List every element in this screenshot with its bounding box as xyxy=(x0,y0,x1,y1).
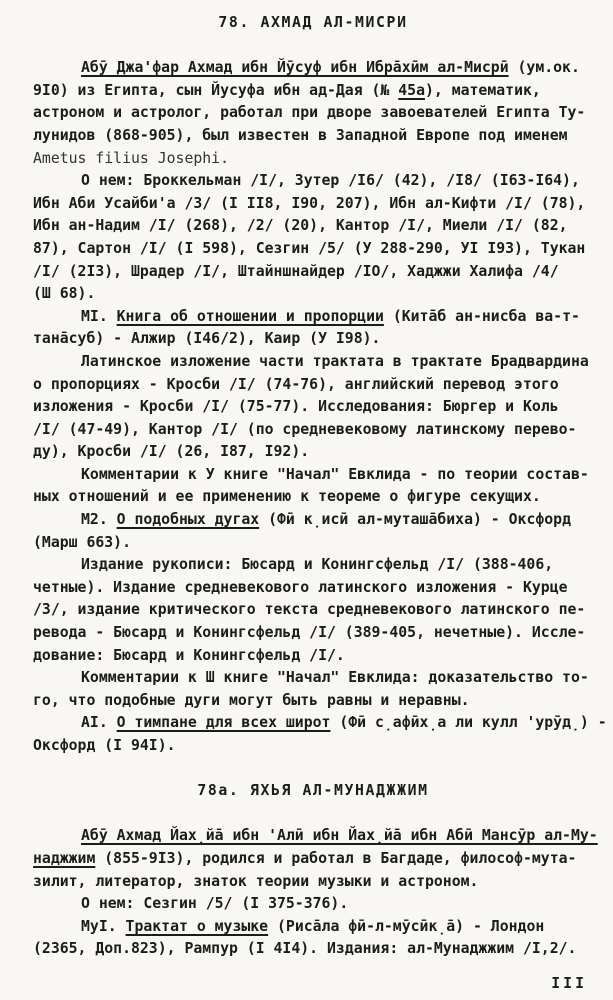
text-segment: МI. xyxy=(81,307,117,325)
text-line xyxy=(33,690,593,713)
text-line xyxy=(33,374,593,397)
text-segment: Комментарии к Ш книге "Начал" Евклида: доказательство то- xyxy=(81,669,589,687)
text-line xyxy=(33,825,598,848)
text-line xyxy=(33,215,593,238)
text-line xyxy=(33,509,593,532)
text-segment: тана̄суб) - Алжир (I46/2), Каир (У I98). xyxy=(33,330,381,348)
text-line xyxy=(33,328,593,351)
text-segment: /I/ (2I3), Шрадер /I/, Штайншнайдер /IO/, Хаджжи Халифа /4/ xyxy=(33,262,559,280)
text-segment: (ум.ок. xyxy=(508,59,580,77)
text-segment: О нем: Броккельман /I/, Зутер /I6/ (42), /I8/ (I63-I64), xyxy=(81,172,580,190)
text-segment: изложения - Кросби /I/ (75-77). Исследования: Бюргер и Коль xyxy=(33,398,559,416)
text-line xyxy=(33,577,593,600)
text-segment: го, что подобные дуги могут быть равны и неравны. xyxy=(33,691,470,709)
text-line xyxy=(33,283,593,306)
text-segment: (Фӣ к̣исӣ ал-муташа̄биха) - Оксфорд xyxy=(259,511,571,529)
text-line xyxy=(33,532,593,555)
underlined-text: наджжим xyxy=(33,849,96,867)
underlined-text: Книга об отношении и пропорции xyxy=(116,307,384,325)
text-segment: (Ш 68). xyxy=(33,285,96,303)
text-segment: ду), Кросби /I/ (26, I87, I92). xyxy=(33,443,310,461)
work-m1-commentary-note xyxy=(33,464,593,509)
text-line xyxy=(33,554,593,577)
underlined-text: Абӯ Джа'фар Ахмад ибн Йӯсуф ибн Ибра̄хӣм ал-Мисрӣ xyxy=(81,59,509,77)
text-segment: Ametus filius Josephi. xyxy=(33,149,229,167)
text-segment: лунидов (868-905), был известен в Западной Европе под именем xyxy=(33,126,568,144)
text-line xyxy=(33,102,593,125)
text-line xyxy=(33,735,593,758)
underlined-text: О подобных дугах xyxy=(116,511,260,529)
text-segment: ревода - Бюсард и Конингсфельд /I/ (389-405, нечетные). Иссле- xyxy=(33,624,586,642)
work-m1-editions xyxy=(33,351,593,464)
text-line xyxy=(33,645,593,668)
text-line xyxy=(33,238,593,261)
text-line xyxy=(33,667,593,690)
text-segment: АI. xyxy=(81,714,117,732)
text-segment: (Риса̄ла фӣ-л-мӯсӣк̣а̄) - Лондон xyxy=(268,917,545,935)
text-segment: /I/ (47-49), Кантор /I/ (по средневековому латинскому перево- xyxy=(33,420,577,438)
work-a1 xyxy=(33,712,607,757)
text-segment: о пропорциях - Кросби /I/ (74-76), английский перевод этого xyxy=(33,375,559,393)
text-segment: дование: Бюсард и Конингсфельд /I/. xyxy=(33,646,345,664)
text-segment: Латинское изложение части трактата в трактате Брадвардина xyxy=(81,352,589,370)
text-segment: (855-9I3), родился и работал в Багдаде, философ-мута- xyxy=(95,849,577,867)
text-line xyxy=(33,261,593,284)
underlined-text: 45а xyxy=(398,81,425,99)
text-segment: /3/, издание критического текста средневекового латинского пе- xyxy=(33,601,586,619)
text-segment: 9I0) из Египта, сын Йусуфа ибн ад-Дая (№ xyxy=(33,81,399,99)
text-line xyxy=(33,351,593,374)
text-line xyxy=(33,193,593,216)
text-line xyxy=(33,622,593,645)
text-segment: четные). Издание средневекового латинского изложения - Курце xyxy=(33,578,568,596)
text-segment: Оксфорд (I 94I). xyxy=(33,737,176,754)
work-m1 xyxy=(33,306,593,351)
text-segment: (Кита̄б ан-нисба ва-т- xyxy=(383,307,580,325)
text-line xyxy=(33,419,593,442)
text-segment: (Марш 663). xyxy=(33,533,131,551)
work-m2 xyxy=(33,509,593,554)
entry-78a-heading: 78а. ЯХЬЯ АЛ-МУНАДЖЖИМ xyxy=(197,782,429,800)
work-m2-commentary-note xyxy=(33,667,593,712)
text-segment: Комментарии к У книге "Начал" Евклида - по теории состав- xyxy=(81,465,589,483)
entry-78-heading: 78. АХМАД АЛ-МИСРИ xyxy=(218,14,408,31)
text-segment: 87), Сартон /I/ (I 598), Сезгин /5/ (У 288-290, УI I93), Тукан xyxy=(33,239,586,257)
text-line xyxy=(33,712,607,735)
text-line xyxy=(33,306,593,329)
text-line xyxy=(33,441,593,464)
underlined-text: Трактат о музыке xyxy=(125,917,269,935)
text-line xyxy=(33,57,593,80)
text-segment: ), математик, xyxy=(424,81,541,99)
text-segment: Издание рукописи: Бюсард и Конингсфельд /I/ (388-406, xyxy=(81,556,554,574)
text-segment: Ибн ан-Надим /I/ (268), /2/ (20), Кантор /I/, Миели /I/ (82, xyxy=(33,217,568,235)
entry-78a-intro xyxy=(33,825,598,893)
text-line xyxy=(33,938,593,961)
text-segment: астроном и астролог, работал при дворе завоевателей Египта Ту- xyxy=(33,104,586,122)
text-line xyxy=(33,893,593,916)
text-line xyxy=(33,80,593,103)
page-number: III xyxy=(551,975,587,992)
text-line xyxy=(33,464,593,487)
text-line xyxy=(33,599,593,622)
text-line xyxy=(33,148,593,171)
text-line xyxy=(33,486,593,509)
text-line xyxy=(33,871,593,894)
entry-78-intro xyxy=(33,57,593,170)
text-segment: МуI. xyxy=(81,917,126,935)
text-segment: ных отношений и ее применению к теореме о фигуре секущих. xyxy=(33,488,541,506)
work-mu1 xyxy=(33,916,593,961)
text-segment: Ибн Аби Усайби'а /3/ (I II8, I90, 207), Ибн ал-Кифти /I/ (78), xyxy=(33,194,586,212)
text-segment: (2365, Доп.823), Рампур (I 4I4). Издания: ал-Мунаджжим /I,2/. xyxy=(33,940,577,958)
text-segment: О нем: Сезгин /5/ (I 375-376). xyxy=(81,895,349,913)
text-line xyxy=(33,396,593,419)
text-line xyxy=(33,848,593,871)
entry-78a-references xyxy=(33,893,593,916)
text-line xyxy=(33,125,593,148)
work-m2-editions xyxy=(33,554,593,667)
text-segment: М2. xyxy=(81,511,117,529)
underlined-text: О тимпане для всех широт xyxy=(116,714,331,732)
text-segment: зилит, литератор, знаток теории музыки и астроном. xyxy=(33,872,479,890)
text-segment: (Фӣ с̣афӣх̣а ли кулл 'урӯд̣) - xyxy=(330,714,607,732)
text-line xyxy=(33,916,593,939)
underlined-text: Абӯ Ахмад Йах̣йа̄ ибн 'Алӣ ибн Йах̣йа̄ ибн Абӣ Мансӯр ал-Му- xyxy=(81,827,598,845)
entry-78-references xyxy=(33,170,593,306)
text-line xyxy=(33,170,593,193)
